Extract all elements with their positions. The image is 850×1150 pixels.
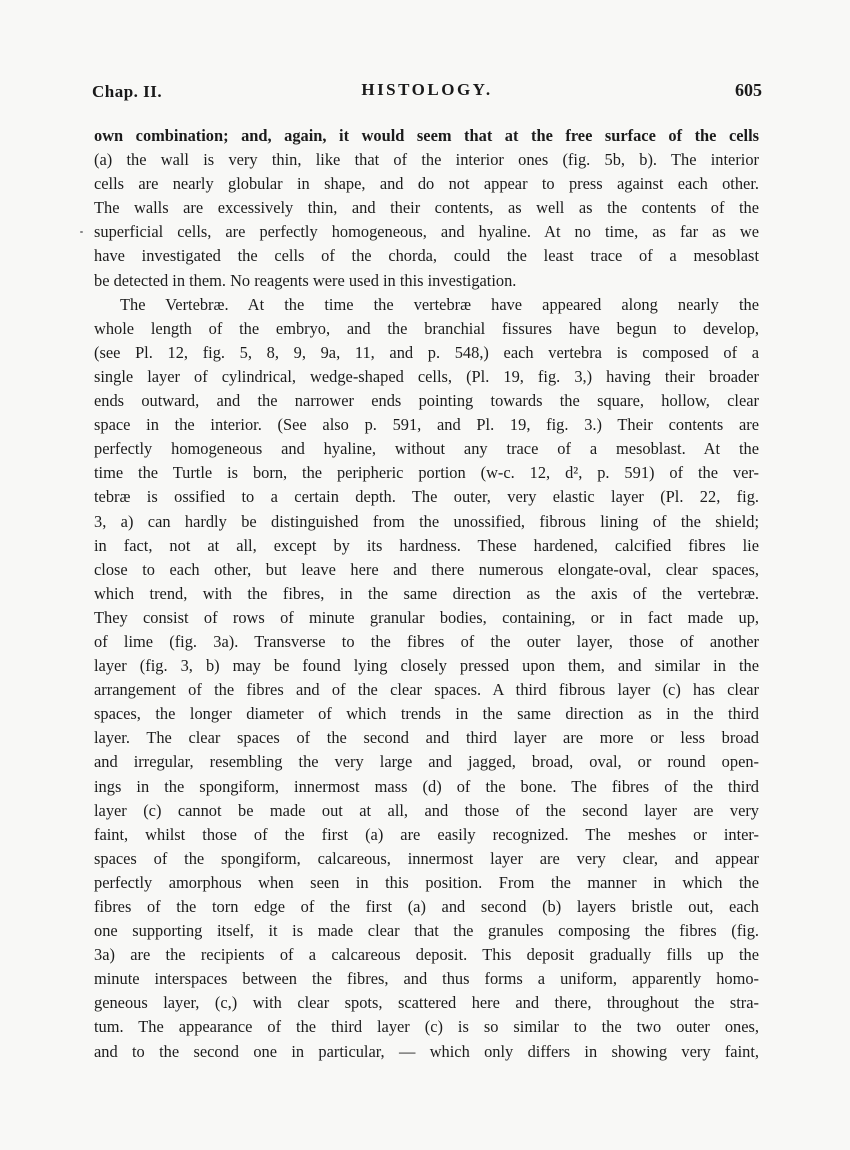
text-line: cells are nearly globular in shape, and do not appear to press against each other. [94, 174, 759, 194]
text-line: faint, whilst those of the first (a) are easily recognized. The meshes or inter- [94, 824, 759, 844]
text-line: superficial cells, are perfectly homogeneous, and hyaline. At no time, as far as we [94, 222, 759, 242]
text-line: minute interspaces between the fibres, and thus forms a uniform, apparently homo- [94, 969, 759, 989]
section-heading-line: The Vertebræ. At the time the vertebræ have appeared along nearly the [120, 294, 759, 314]
text-line: ings in the spongiform, innermost mass (d) of the bone. The fibres of the third [94, 776, 759, 796]
chapter-label: Chap. II. [92, 82, 163, 101]
page-title: HISTOLOGY. [361, 80, 493, 99]
text-line: one supporting itself, it is made clear that the granules composing the fibres (fig. [94, 921, 759, 941]
text-line: The walls are excessively thin, and their contents, as well as the contents of the [94, 198, 759, 218]
text-line: of lime (fig. 3a). Transverse to the fibres of the outer layer, those of another [94, 631, 759, 651]
text-line: perfectly homogeneous and hyaline, without any trace of a mesoblast. At the [94, 439, 759, 459]
text-line: time the Turtle is born, the peripheric portion (w-c. 12, d², p. 591) of the ver- [94, 463, 759, 483]
text-line: own combination; and, again, it would seem that at the free surface of the cells [94, 126, 759, 145]
text-line: They consist of rows of minute granular bodies, containing, or in fact made up, [94, 607, 759, 627]
text-line: single layer of cylindrical, wedge-shaped cells, (Pl. 19, fig. 3,) having their broader [94, 366, 759, 386]
text-line: layer (fig. 3, b) may be found lying closely pressed upon them, and similar in the [94, 656, 759, 676]
body-text [94, 124, 759, 1064]
running-head [92, 80, 762, 106]
text-line: whole length of the embryo, and the branchial fissures have begun to develop, [94, 318, 759, 338]
text-line: perfectly amorphous when seen in this position. From the manner in which the [94, 872, 759, 892]
text-line: fibres of the torn edge of the first (a) and second (b) layers bristle out, each [94, 897, 759, 916]
page-number: 605 [735, 80, 762, 100]
text-line: have investigated the cells of the chorda, could the least trace of a mesoblast [94, 246, 759, 266]
text-line: spaces, the longer diameter of which trends in the same direction as in the third [94, 704, 759, 724]
text-line: geneous layer, (c,) with clear spots, scattered here and there, throughout the stra- [94, 993, 759, 1013]
text-line: which trend, with the fibres, in the same direction as the axis of the vertebræ. [94, 583, 759, 603]
text-line: in fact, not at all, except by its hardness. These hardened, calcified fibres lie [94, 535, 759, 555]
text-line: layer. The clear spaces of the second and third layer are more or less broad [94, 728, 759, 748]
text-line: (see Pl. 12, fig. 5, 8, 9, 9a, 11, and p. 548,) each vertebra is composed of a [94, 342, 759, 362]
print-speck [80, 231, 83, 233]
text-line: tum. The appearance of the third layer (c) is so similar to the two outer ones, [94, 1017, 759, 1037]
text-line: ends outward, and the narrower ends pointing towards the square, hollow, clear [94, 391, 759, 411]
text-line: tebræ is ossified to a certain depth. The outer, very elastic layer (Pl. 22, fig. [94, 487, 759, 507]
text-line: (a) the wall is very thin, like that of the interior ones (fig. 5b, b). The interior [94, 150, 759, 170]
text-line: spaces of the spongiform, calcareous, innermost layer are very clear, and appear [94, 848, 759, 868]
text-line: 3, a) can hardly be distinguished from the unossified, fibrous lining of the shield; [94, 511, 759, 531]
text-line: close to each other, but leave here and there numerous elongate-oval, clear spaces, [94, 559, 759, 579]
text-line: space in the interior. (See also p. 591, and Pl. 19, fig. 3.) Their contents are [94, 415, 759, 435]
text-line: and to the second one in particular, — which only differs in showing very faint, [94, 1041, 759, 1061]
text-line: layer (c) cannot be made out at all, and those of the second layer are very [94, 800, 759, 820]
text-line: and irregular, resembling the very large and jagged, broad, oval, or round open- [94, 752, 759, 772]
text-line: 3a) are the recipients of a calcareous deposit. This deposit gradually fills up the [94, 945, 759, 965]
text-line: be detected in them. No reagents were used in this investigation. [94, 270, 517, 290]
text-line: arrangement of the fibres and of the clear spaces. A third fibrous layer (c) has clear [94, 680, 759, 700]
